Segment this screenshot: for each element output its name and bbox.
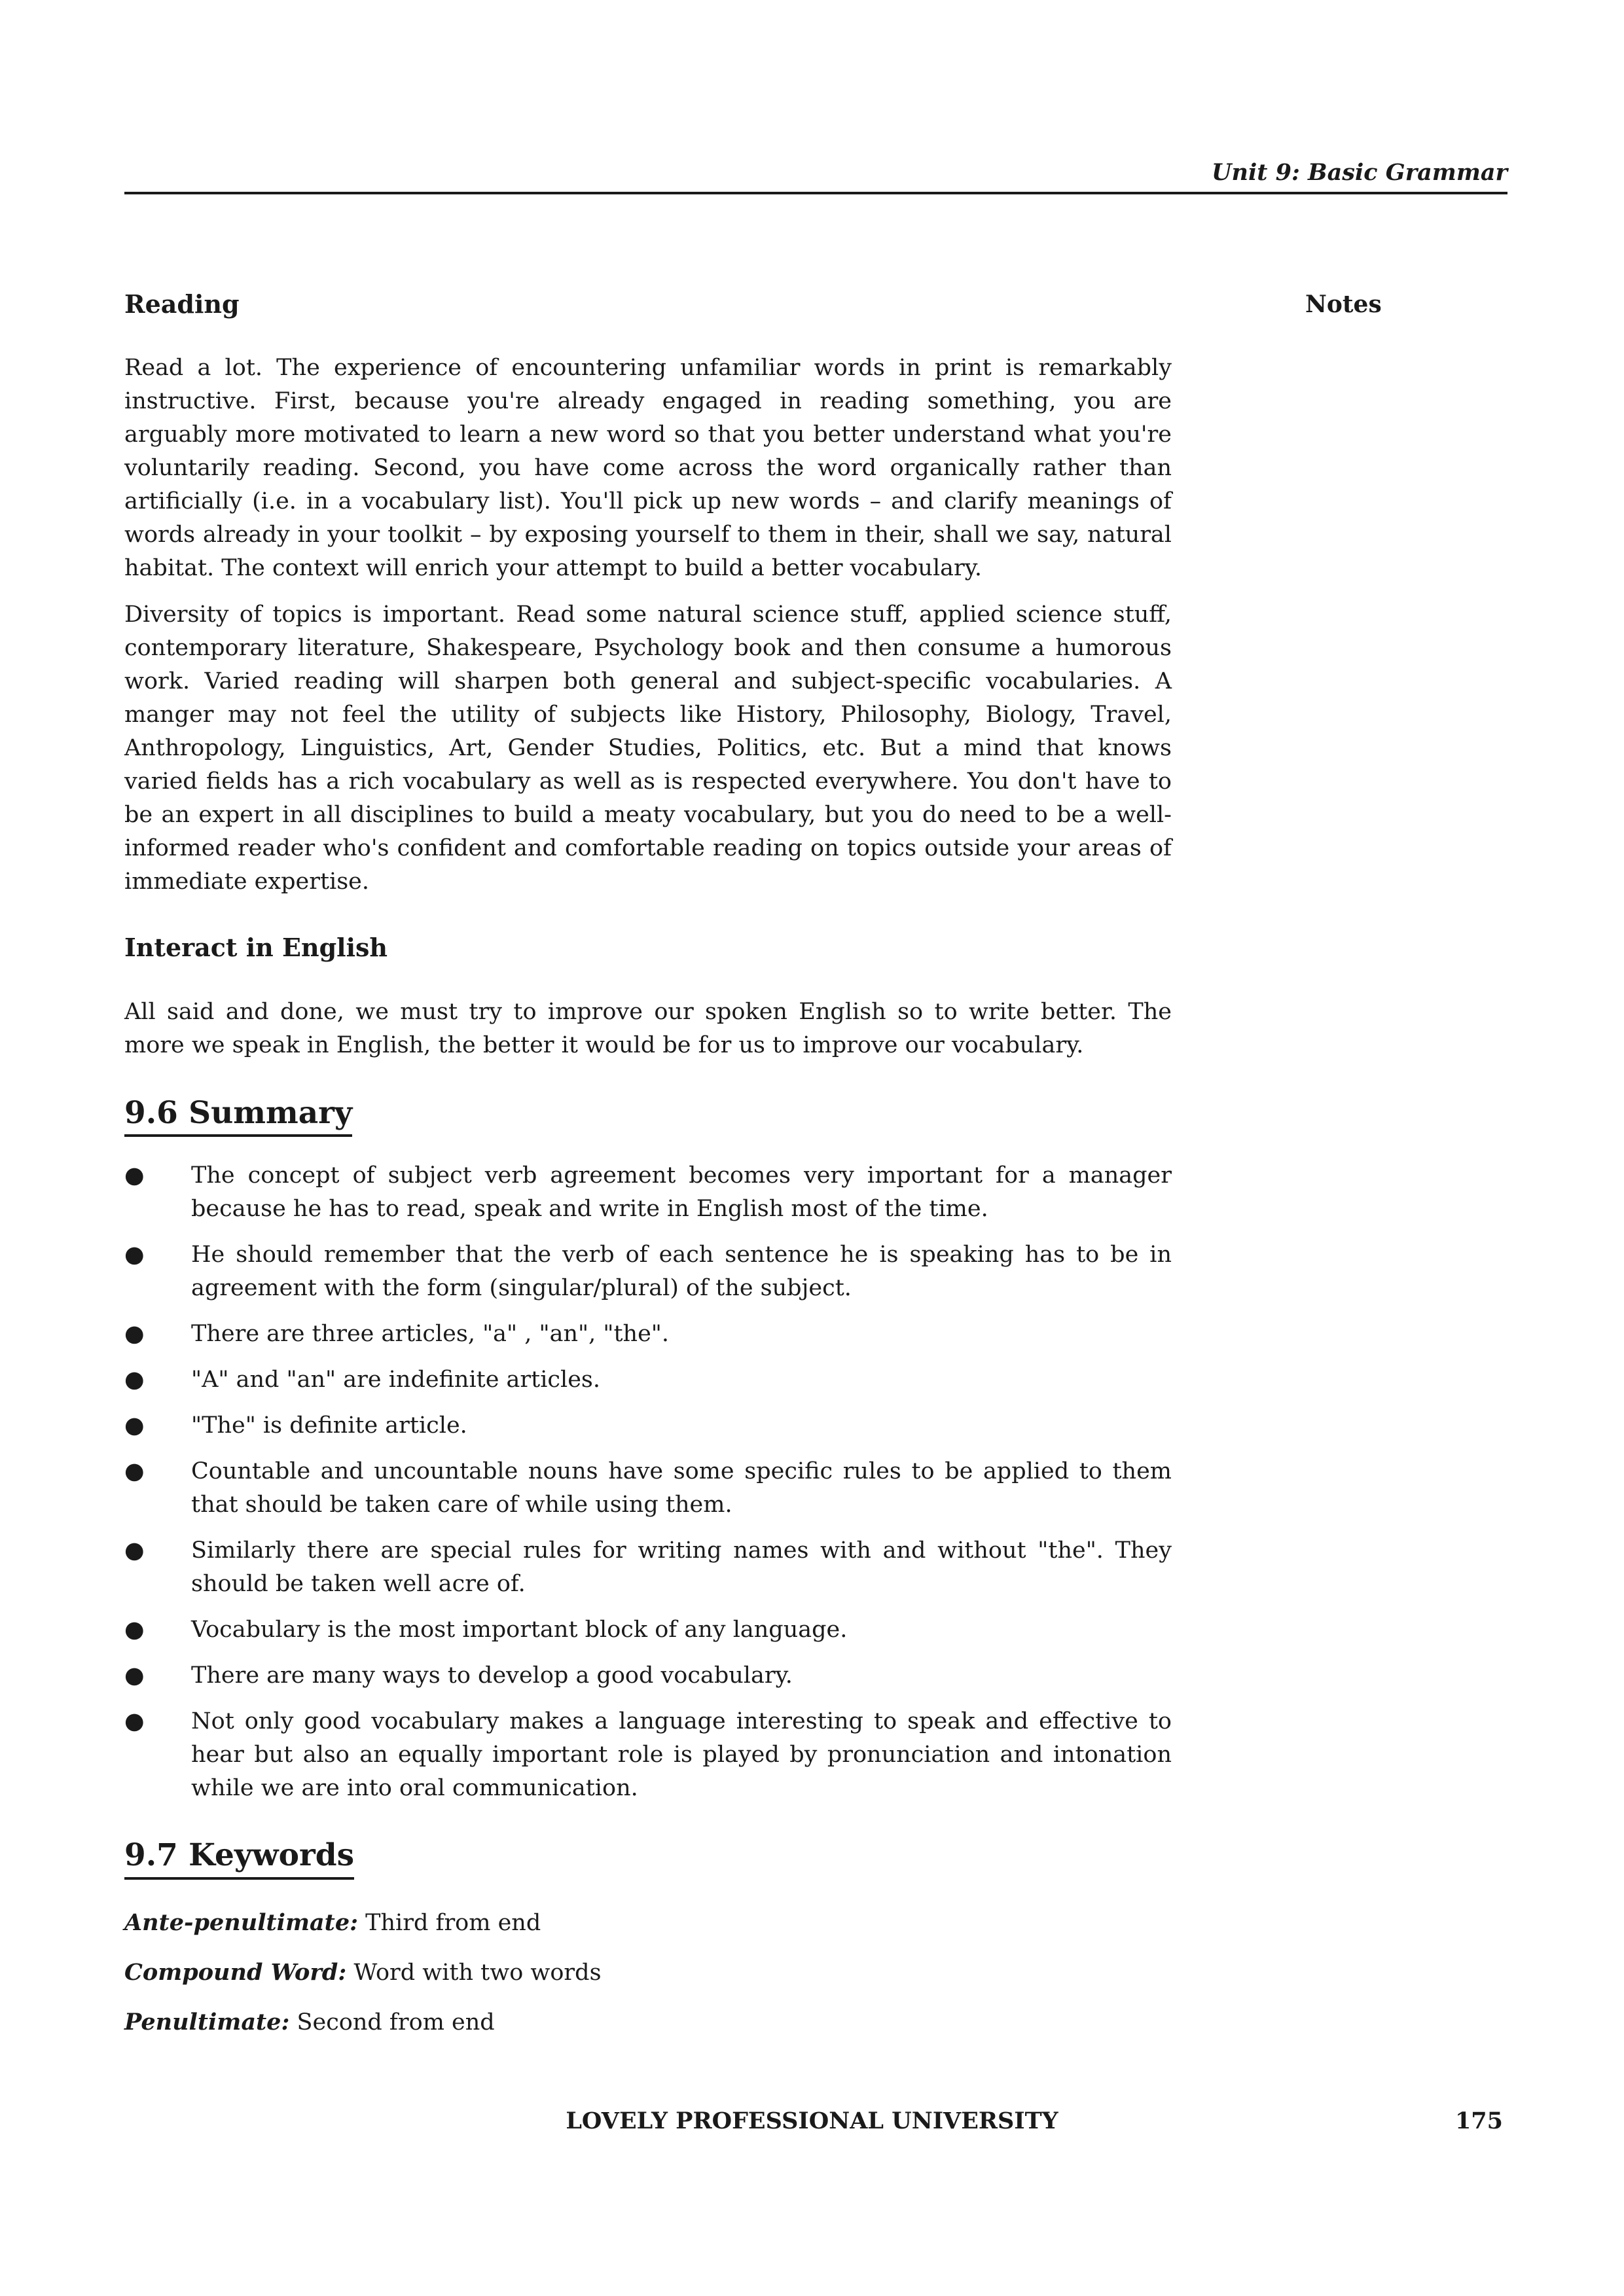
keyword-definition: Second from end [289, 2009, 495, 2036]
reading-paragraph-2: Diversity of topics is important. Read some natural science stuff, applied science stuff, contemporary literature, Shakespeare, Psychology book and then consume a humorous work. Varied reading will sharpen both general and subject-specific vocabularies. A manger may not feel the utility of subjects like History, Philosophy, Biology, Travel, Anthropology, Linguistics, Art, Gender Studies, Politics, etc. But a mind that knows varied fields has a rich vocabulary as well as is respected everywhere. You don't have to be an expert in all disciplines to build a meaty vocabulary, but you do need to be a well-informed reader who's confident and comfortable reading on topics outside your areas of immediate expertise. [124, 601, 1172, 895]
footer-university: LOVELY PROFESSIONAL UNIVERSITY [566, 2108, 1058, 2134]
reading-heading: Reading [124, 289, 240, 319]
keyword-entry [124, 1906, 1172, 1940]
summary-item-text: "A" and "an" are indefinite articles. [191, 1367, 600, 1393]
bullet-icon: ● [124, 1367, 145, 1393]
summary-item-text: There are three articles, "a" , "an", "the". [191, 1321, 670, 1348]
keyword-term: Penultimate: [124, 2008, 290, 2036]
summary-list [124, 1159, 1172, 1805]
notes-margin-label: Notes [1305, 291, 1382, 318]
summary-section-title: 9.6 Summary [124, 1095, 352, 1137]
interact-heading: Interact in English [124, 933, 388, 963]
keyword-entry [124, 1956, 1172, 1990]
summary-item-text: Similarly there are special rules for writing names with and without "the". They should be taken well acre of. [191, 1537, 1172, 1598]
page-number: 175 [1454, 2108, 1503, 2134]
summary-item-text: He should remember that the verb of each sentence he is speaking has to be in agreement with the form (singular/plural) of the subject. [191, 1242, 1172, 1302]
summary-item-text: There are many ways to develop a good vocabulary. [191, 1662, 793, 1689]
bullet-icon: ● [124, 1162, 145, 1189]
bullet-icon: ● [124, 1458, 145, 1485]
keyword-term: Ante-penultimate: [124, 1909, 359, 1936]
summary-item-text: The concept of subject verb agreement becomes very important for a manager because he has to read, speak and write in English most of the time. [191, 1162, 1172, 1223]
keyword-term: Compound Word: [124, 1958, 347, 1986]
summary-item-text: Countable and uncountable nouns have some specific rules to be applied to them that should be taken care of while using them. [191, 1458, 1172, 1518]
bullet-icon: ● [124, 1242, 145, 1268]
list-item [124, 1659, 1172, 1693]
main-text-column [124, 288, 1172, 2055]
keyword-definition: Third from end [358, 1909, 541, 1936]
keyword-entry [124, 2005, 1172, 2039]
bullet-icon: ● [124, 1321, 145, 1348]
interact-paragraph: All said and done, we must try to improve our spoken English so to write better. The more we speak in English, the better it would be for us to improve our vocabulary. [124, 998, 1172, 1058]
list-item [124, 1705, 1172, 1805]
list-item [124, 1613, 1172, 1647]
list-item [124, 1363, 1172, 1397]
bullet-icon: ● [124, 1708, 145, 1735]
list-item [124, 1534, 1172, 1601]
summary-item-text: Vocabulary is the most important block of any language. [191, 1617, 848, 1643]
keywords-section-title: 9.7 Keywords [124, 1837, 354, 1879]
list-item [124, 1159, 1172, 1226]
list-item [124, 1409, 1172, 1443]
bullet-icon: ● [124, 1412, 145, 1439]
bullet-icon: ● [124, 1662, 145, 1689]
bullet-icon: ● [124, 1537, 145, 1564]
header-rule [124, 192, 1507, 194]
running-header-title: Unit 9: Basic Grammar [1211, 159, 1507, 186]
reading-paragraph-1: Read a lot. The experience of encountering unfamiliar words in print is remarkably instructive. First, because you're already engaged in reading something, you are arguably more motivated to learn a new word so that you better understand what you're voluntarily reading. Second, you have come across the word organically rather than artificially (i.e. in a vocabulary list). You'll pick up new words – and clarify meanings of words already in your toolkit – by exposing yourself to them in their, shall we say, natural habitat. The context will enrich your attempt to build a better vocabulary. [124, 355, 1172, 582]
list-item [124, 1455, 1172, 1522]
summary-item-text: Not only good vocabulary makes a language interesting to speak and effective to hear but also an equally important role is played by pronunciation and intonation while we are into oral communication. [191, 1708, 1172, 1802]
list-item [124, 1318, 1172, 1351]
keyword-definition: Word with two words [346, 1959, 602, 1986]
list-item [124, 1238, 1172, 1305]
bullet-icon: ● [124, 1617, 145, 1643]
summary-item-text: "The" is definite article. [191, 1412, 467, 1439]
